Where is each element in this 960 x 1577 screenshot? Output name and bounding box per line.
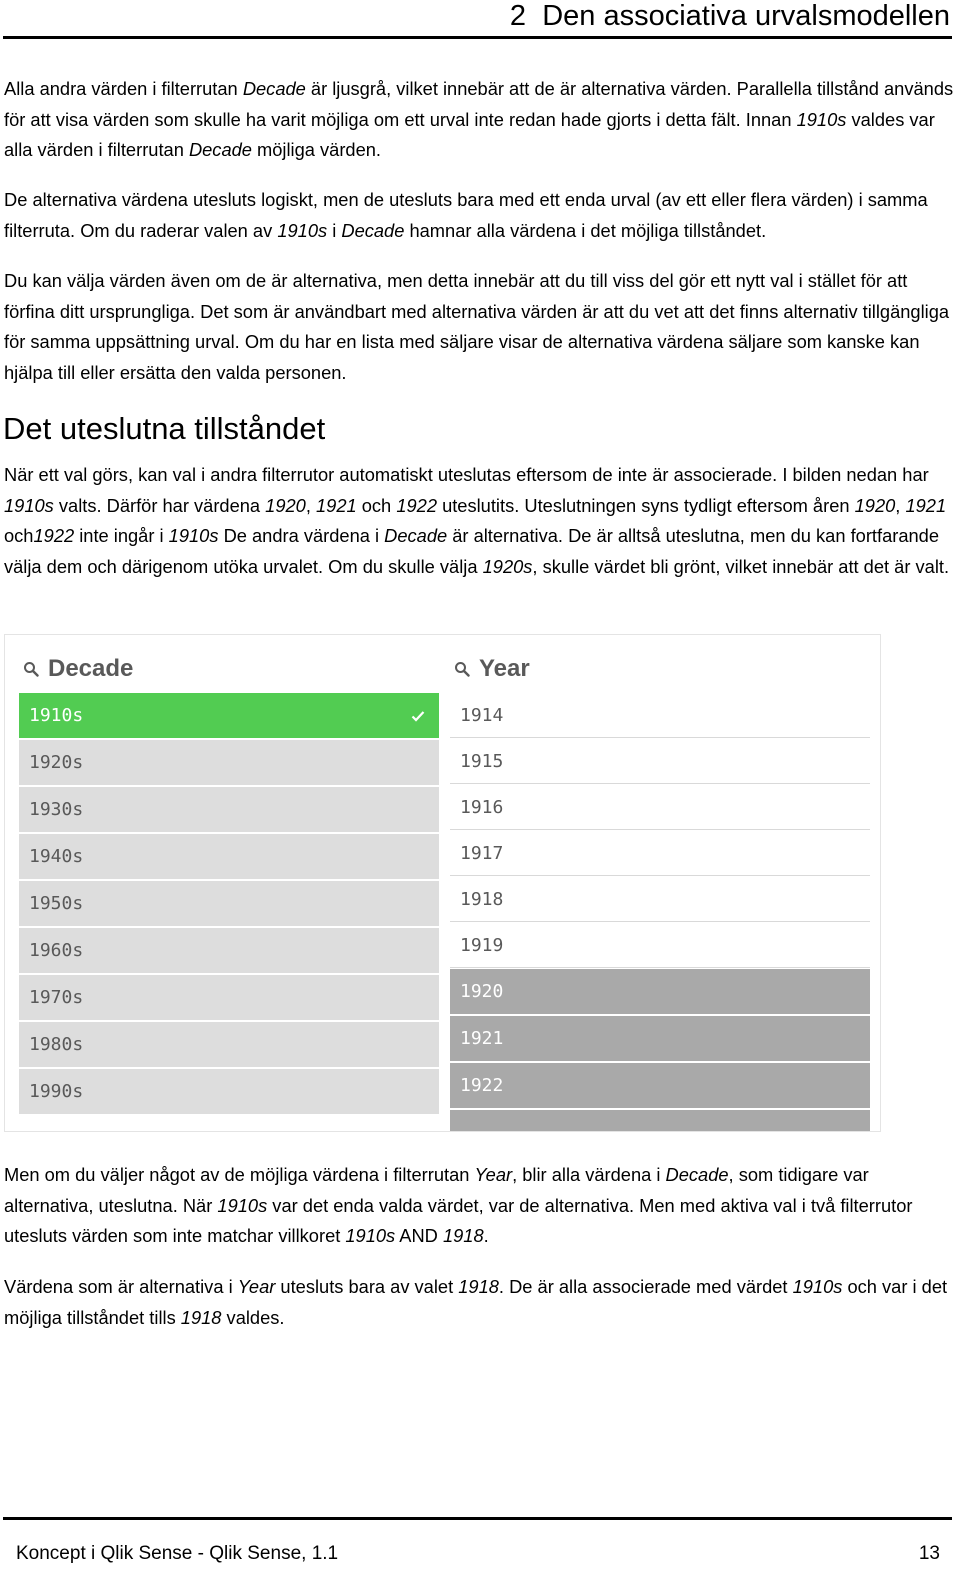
paragraph: När ett val görs, kan val i andra filterrutor automatiskt uteslutas eftersom de inte är associerade. I bilden nedan har 1910s valts. Därför har värdena 1920, 1921 och 1922 uteslutits. Uteslutningen syns tydligt eftersom åren 1920, 1921 och1922 inte ingår i 1910s De andra värdena i Decade är alternativa. De är alltså uteslutna, men du kan fortfarande välja dem och därigenom utöka urvalet. Om du skulle välja 1920s, skulle värdet bli grönt, vilket innebär att det är valt. [4, 464, 950, 577]
year-pane-title: Year [479, 655, 530, 682]
paragraph: Värdena som är alternativa i Year utesluts bara av valet 1918. De är alla associerade med värdet 1910s och var i det möjliga tillståndet tills 1918 valdes. [4, 1276, 948, 1328]
value-label: 1920 [460, 981, 504, 1002]
paragraph: De alternativa värdena utesluts logiskt, men de utesluts bara med ett enda urval (av ett eller flera värden) i samma filterruta. Om du raderar valen av 1910s i Decade hamnar alla värdena i det möjliga tillståndet. [4, 189, 928, 241]
decade-value-selected[interactable] [19, 693, 439, 738]
decade-value-alternative[interactable] [19, 787, 439, 832]
italic-term: 1921 [316, 494, 357, 516]
year-value-possible[interactable] [450, 831, 870, 876]
year-value-possible[interactable] [450, 785, 870, 830]
paragraph: Men om du väljer något av de möjliga värdena i filterrutan Year, blir alla värdena i Decade, som tidigare var alternativa, uteslutna. När 1910s var det enda valda värdet, var de alternativa. Men med aktiva val i två filterrutor utesluts värden som inte matchar villkoret 1910s AND 1918. [4, 1164, 913, 1246]
year-value-excluded[interactable] [450, 1016, 870, 1061]
value-label: 1921 [460, 1028, 504, 1049]
italic-term: 1918 [458, 1276, 499, 1297]
page-number: 13 [918, 1543, 940, 1564]
decade-value-alternative[interactable] [19, 881, 439, 926]
chapter-number: 2 [509, 0, 527, 32]
year-value-excluded[interactable] [450, 1110, 870, 1132]
italic-term: 1910s [345, 1225, 396, 1246]
year-value-excluded[interactable] [450, 1063, 870, 1108]
italic-term: 1918 [180, 1306, 222, 1328]
value-label: 1910s [29, 705, 84, 726]
value-label: 1990s [29, 1081, 84, 1102]
italic-term: 1922 [396, 494, 437, 516]
italic-term: 1918 [442, 1225, 484, 1246]
decade-value-list [19, 693, 439, 1116]
value-label: 1950s [29, 893, 84, 914]
search-icon[interactable] [454, 661, 470, 677]
italic-term: 1910s [4, 494, 54, 516]
value-label: 1914 [460, 705, 504, 726]
value-label: 1922 [460, 1075, 504, 1096]
italic-term: 1920 [854, 494, 896, 516]
year-pane-header[interactable] [454, 649, 530, 689]
italic-term: 1920s [482, 555, 533, 577]
italic-term: Decade [384, 525, 448, 546]
decade-value-alternative[interactable] [19, 740, 439, 785]
value-label: 1917 [460, 843, 504, 864]
year-value-possible[interactable] [450, 923, 870, 968]
value-label: 1919 [460, 935, 504, 956]
value-label: 1920s [29, 752, 84, 773]
value-label: 1960s [29, 940, 84, 961]
italic-term: 1922 [33, 525, 75, 546]
italic-term: 1921 [905, 494, 947, 516]
filter-panes-figure [4, 634, 881, 1132]
section-heading: Det uteslutna tillståndet [3, 411, 326, 446]
value-label: 1915 [460, 751, 504, 772]
year-value-possible[interactable] [450, 739, 870, 784]
footer-document-title: Koncept i Qlik Sense - Qlik Sense, 1.1 [16, 1543, 339, 1564]
italic-term: 1910s [796, 108, 847, 130]
value-label: 1918 [460, 889, 504, 910]
italic-term: 1910s [168, 525, 219, 546]
year-value-possible[interactable] [450, 877, 870, 922]
year-value-excluded[interactable] [450, 969, 870, 1014]
checkmark-icon [411, 693, 425, 738]
value-label: 1930s [29, 799, 84, 820]
decade-value-alternative[interactable] [19, 834, 439, 879]
chapter-title: Den associativa urvalsmodellen [542, 0, 950, 32]
italic-term: Decade [665, 1164, 729, 1185]
italic-term: 1920 [265, 494, 306, 516]
paragraph: Du kan välja värden även om de är alternativa, men detta innebär att du till viss del gör ett nytt val i stället för att förfina ditt ursprungliga. Det som är användbart med alternativa värden är att du vet att det finns alternativ tillgängliga för samma uppsättning urval. Om du har en lista med säljare visar de alternativa värdena säljare som kanske kan hjälpa till eller ersätta den valda personen. [4, 270, 950, 383]
italic-term: Year [237, 1276, 276, 1297]
decade-value-alternative[interactable] [19, 1022, 439, 1067]
decade-value-alternative[interactable] [19, 928, 439, 973]
decade-pane-header[interactable] [23, 649, 133, 689]
value-label: 1980s [29, 1034, 84, 1055]
value-label: 1940s [29, 846, 84, 867]
search-icon[interactable] [23, 661, 39, 677]
decade-value-alternative[interactable] [19, 1069, 439, 1114]
decade-value-alternative[interactable] [19, 975, 439, 1020]
italic-term: Decade [341, 219, 405, 241]
value-label: 1916 [460, 797, 504, 818]
header-rule [3, 36, 952, 39]
italic-term: Decade [188, 139, 252, 160]
italic-term: Decade [242, 78, 306, 99]
footer-rule [3, 1517, 952, 1520]
year-value-list [450, 693, 870, 1132]
value-label: 1970s [29, 987, 84, 1008]
year-value-possible[interactable] [450, 693, 870, 738]
italic-term: 1910s [217, 1194, 268, 1216]
paragraph: Alla andra värden i filterrutan Decade är ljusgrå, vilket innebär att de är alternativa värden. Parallella tillstånd används för att visa värden som skulle ha varit möjliga om ett urval inte redan hade gjorts i detta fält. Innan 1910s valdes var alla värden i filterrutan Decade möjliga värden. [4, 78, 954, 160]
italic-term: Year [474, 1164, 513, 1185]
chapter-heading [510, 0, 950, 34]
decade-pane-title: Decade [48, 655, 134, 682]
italic-term: 1910s [792, 1276, 843, 1297]
italic-term: 1910s [277, 219, 328, 241]
